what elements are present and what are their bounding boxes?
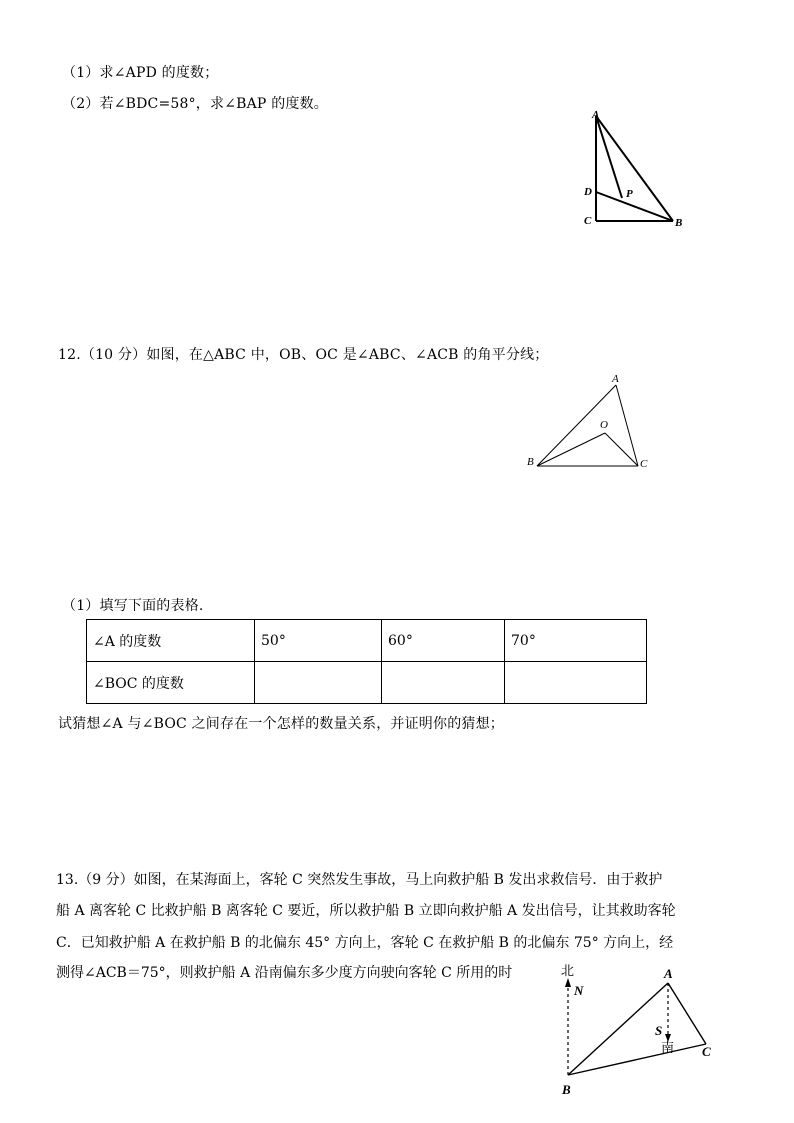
q12-sub1: （1）填写下面的表格.	[62, 598, 204, 614]
label-b: B	[527, 456, 534, 468]
label-north: 北	[561, 964, 575, 979]
q12-guess: 试猜想∠A 与∠BOC 之间存在一个怎样的数量关系，并证明你的猜想；	[58, 716, 505, 732]
q11-sub1: （1）求∠APD 的度数；	[62, 65, 219, 81]
label-b: B	[562, 1082, 571, 1097]
label-c: C	[640, 458, 648, 470]
label-n: N	[574, 983, 584, 998]
table-cell	[505, 662, 647, 704]
north-arrowhead	[565, 978, 571, 987]
table-row	[87, 620, 647, 662]
q13-figure	[556, 962, 726, 1102]
label-a: A	[612, 373, 619, 385]
label-b: B	[675, 217, 683, 229]
segment-bo	[537, 433, 605, 466]
label-south: 南	[661, 1041, 675, 1056]
label-c: C	[702, 1044, 711, 1059]
table-header-cell: ∠BOC 的度数	[87, 662, 255, 704]
segment-ab	[596, 116, 673, 221]
segment-ac	[616, 385, 638, 466]
q13-line2: 船 A 离客轮 C 比救护船 B 离客轮 C 要近，所以救护船 B 立即向救护船 A 发出信号，让其救助客轮	[56, 903, 676, 919]
label-p: P	[626, 188, 633, 200]
segment-ac	[668, 983, 706, 1044]
table-cell	[255, 662, 382, 704]
table-header-cell: ∠A 的度数	[87, 620, 255, 662]
segment-ap	[596, 116, 622, 198]
q12-stem: 12.（10 分）如图，在△ABC 中，OB、OC 是∠ABC、∠ACB 的角平分线；	[58, 347, 549, 363]
table-cell: 50°	[255, 620, 382, 662]
table-row	[87, 662, 647, 704]
q12-figure	[525, 372, 655, 472]
q11-figure	[575, 105, 695, 233]
label-o: O	[600, 419, 608, 431]
label-a: A	[664, 966, 673, 981]
table-cell: 60°	[382, 620, 505, 662]
label-c: C	[584, 215, 592, 227]
label-s: S	[655, 1023, 663, 1038]
q13-line4: 测得∠ACB＝75°，则救护船 A 沿南偏东多少度方向驶向客轮 C 所用的时	[56, 965, 513, 981]
segment-bc	[568, 1044, 706, 1075]
label-d: D	[584, 186, 592, 198]
table-cell: 70°	[505, 620, 647, 662]
angle-table	[86, 619, 647, 704]
table-cell	[382, 662, 505, 704]
q13-line3: C．已知救护船 A 在救护船 B 的北偏东 45° 方向上，客轮 C 在救护船 B 的北偏东 75° 方向上，经	[56, 935, 674, 951]
q11-sub2: （2）若∠BDC=58°，求∠BAP 的度数。	[62, 96, 329, 112]
q13-line1: 13.（9 分）如图，在某海面上，客轮 C 突然发生事故，马上向救护船 B 发出求救信号．由于救护	[56, 872, 663, 888]
label-a: A	[592, 109, 600, 121]
